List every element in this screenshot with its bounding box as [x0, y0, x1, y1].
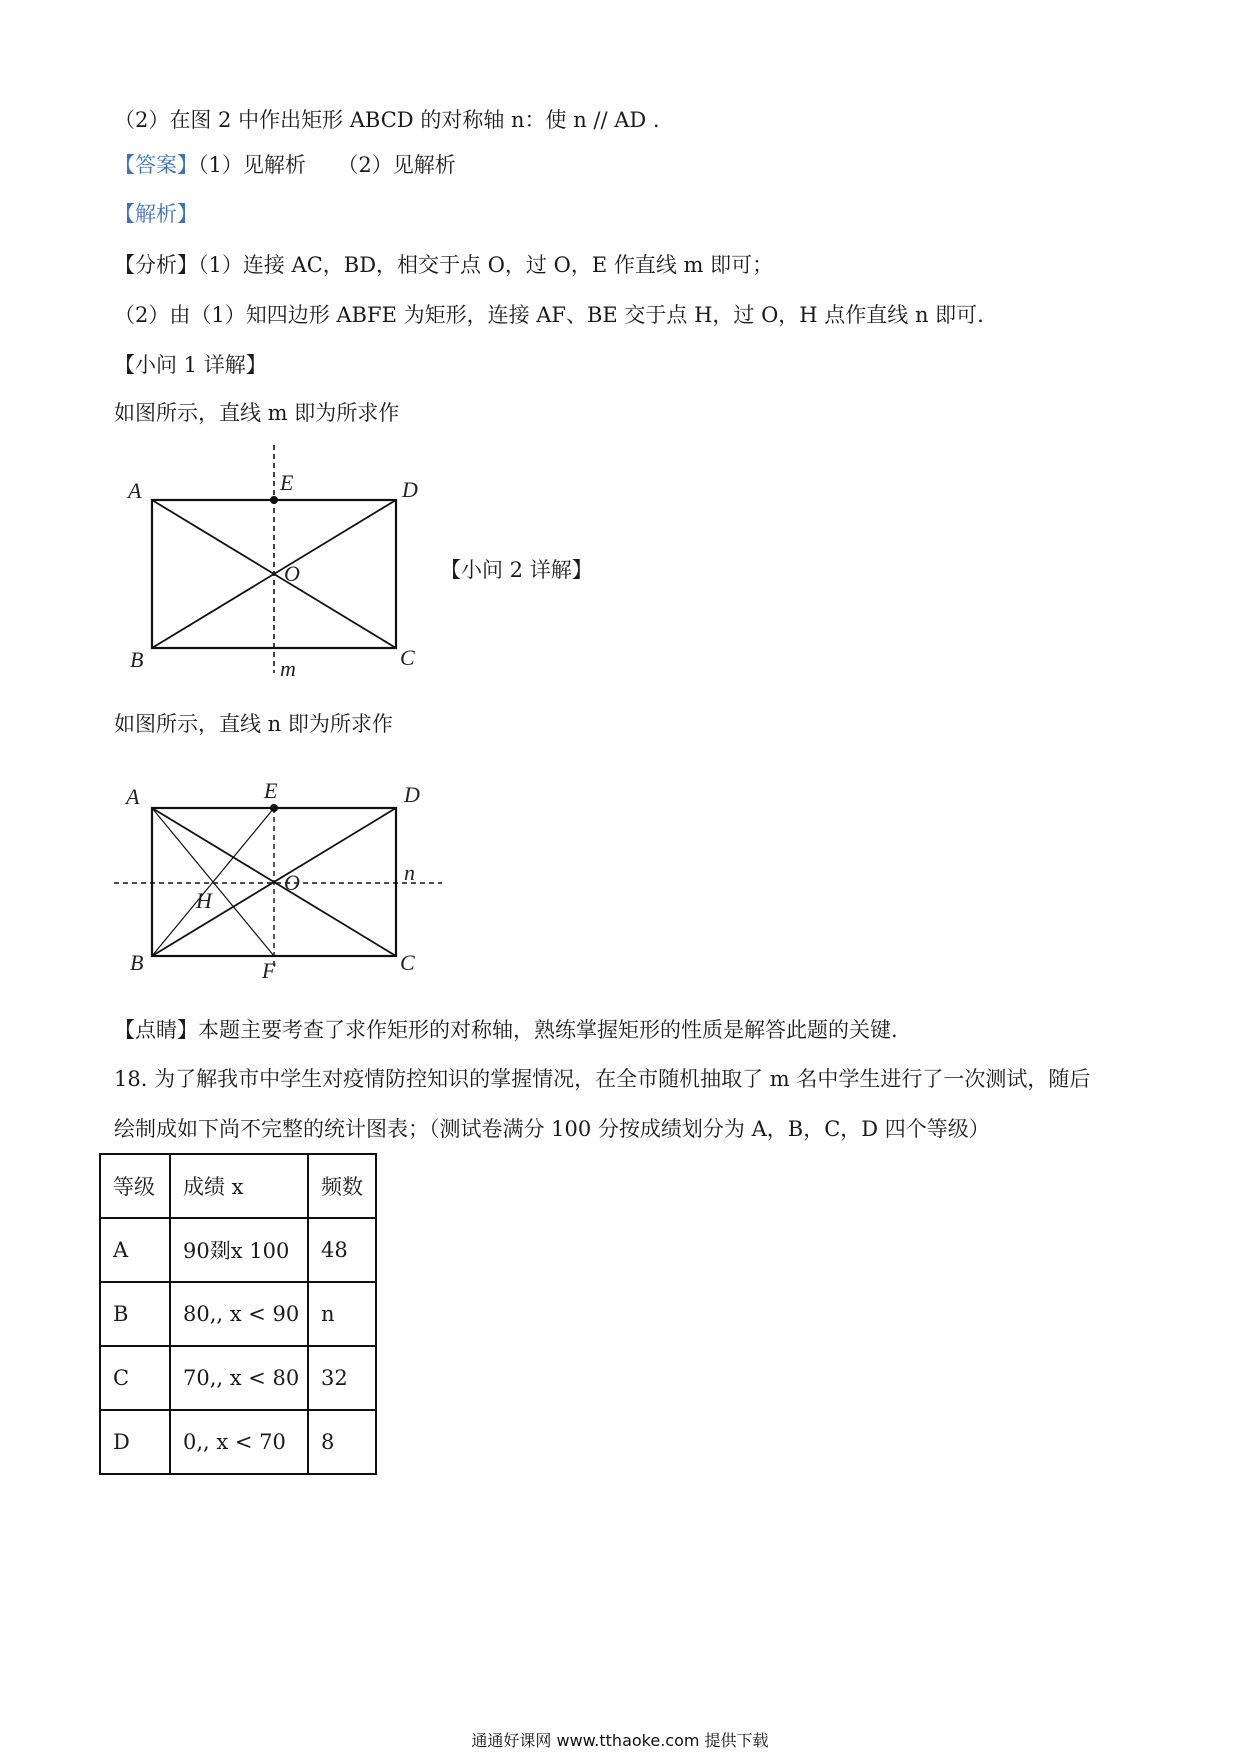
answer-line [114, 150, 456, 180]
label-c: C [400, 645, 415, 670]
header-grade: 等级 [100, 1154, 170, 1218]
question-18-line-2: 绘制成如下尚不完整的统计图表；（测试卷满分 100 分按成绩划分为 A，B，C，D 四个等级） [114, 1117, 990, 1141]
cell-frequency: n [308, 1282, 376, 1346]
cell-score: 0,, x < 70 [170, 1410, 308, 1474]
answer-label: 【答案】 [114, 153, 198, 177]
figure-1 [120, 435, 440, 684]
label-d: D [402, 477, 418, 502]
table-row [100, 1410, 376, 1474]
label-n: n [404, 860, 415, 885]
label-o: O [284, 561, 300, 586]
cell-frequency: 32 [308, 1346, 376, 1410]
cell-score: 80,, x < 90 [170, 1282, 308, 1346]
sub2-text: 如图所示，直线 n 即为所求作 [114, 712, 393, 736]
label-m: m [280, 656, 296, 680]
table-row [100, 1346, 376, 1410]
table-header-row [100, 1154, 376, 1218]
label-b: B [130, 647, 144, 672]
question-18-line-1: 18. 为了解我市中学生对疫情防控知识的掌握情况，在全市随机抽取了 m 名中学生进行了一次测试，随后 [114, 1067, 1091, 1091]
label-o: O [284, 870, 300, 895]
cell-score: 90剟x 100 [170, 1218, 308, 1282]
table-row [100, 1218, 376, 1282]
cell-frequency: 48 [308, 1218, 376, 1282]
label-b: B [130, 950, 144, 975]
label-d: D [404, 782, 420, 807]
cell-grade: A [100, 1218, 170, 1282]
fenxi-line-2: （2）由（1）知四边形 ABFE 为矩形，连接 AF、BE 交于点 H，过 O，H 点作直线 n 即可. [114, 303, 984, 327]
header-frequency: 频数 [308, 1154, 376, 1218]
label-a: A [126, 784, 140, 809]
label-f: F [262, 958, 276, 983]
analysis-label: 【解析】 [114, 202, 198, 226]
label-h: H [196, 888, 212, 913]
sub1-heading: 【小问 1 详解】 [114, 353, 267, 377]
dianjing-line: 【点睛】本题主要考查了求作矩形的对称轴，熟练掌握矩形的性质是解答此题的关键. [114, 1018, 898, 1042]
grade-table [99, 1153, 377, 1475]
sub1-text: 如图所示，直线 m 即为所求作 [114, 401, 400, 425]
header-score: 成绩 x [170, 1154, 308, 1218]
sub2-heading: 【小问 2 详解】 [440, 558, 593, 582]
label-a: A [128, 478, 142, 503]
answer-text: （1）见解析 （2）见解析 [198, 153, 456, 177]
question-2-line: （2）在图 2 中作出矩形 ABCD 的对称轴 n：使 n // AD . [114, 108, 660, 132]
cell-grade: D [100, 1410, 170, 1474]
label-c: C [400, 950, 415, 975]
table-row [100, 1282, 376, 1346]
cell-frequency: 8 [308, 1410, 376, 1474]
point-e [270, 804, 278, 812]
figure-2 [112, 770, 452, 989]
cell-grade: C [100, 1346, 170, 1410]
cell-score: 70,, x < 80 [170, 1346, 308, 1410]
fenxi-line: 【分析】（1）连接 AC，BD，相交于点 O，过 O，E 作直线 m 即可； [114, 253, 774, 277]
label-e: E [280, 470, 294, 495]
label-e: E [264, 778, 278, 803]
cell-grade: B [100, 1282, 170, 1346]
footer-watermark: 通通好课网 www.tthaoke.com 提供下载 [471, 1731, 769, 1750]
point-e [270, 496, 278, 504]
